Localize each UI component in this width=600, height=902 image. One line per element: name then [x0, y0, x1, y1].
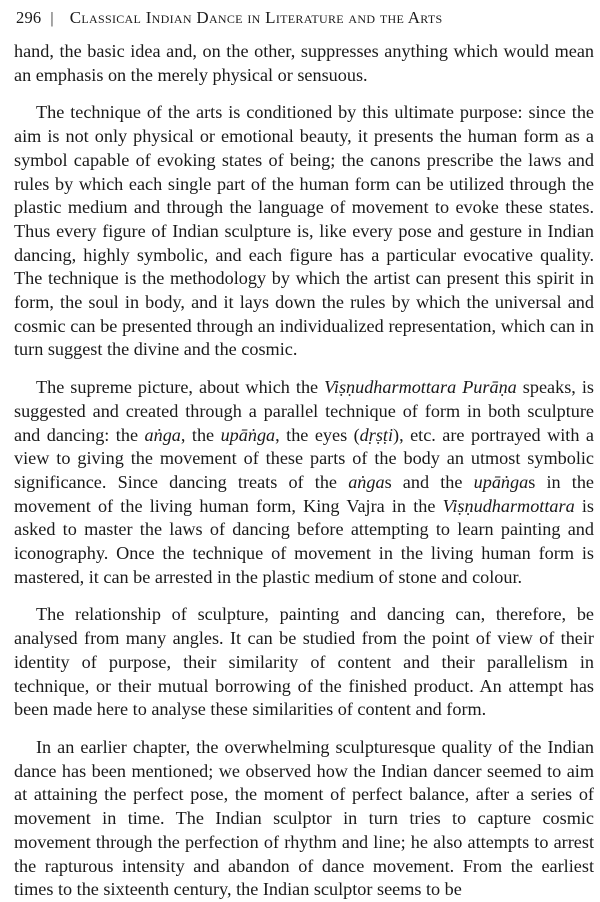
- text-run: s and the: [384, 471, 474, 492]
- italic-term: Viṣṇudharmottara: [442, 495, 575, 516]
- body-text: [14, 40, 594, 902]
- paragraph-relationship: The relationship of sculpture, painting and dancing can, therefore, be analysed from many angles. It can be studied from the point of view of their identity of purpose, their similarity of content and their parallelism in technique, or their mutual borrowing of the finished product. An attempt has been made here to analyse these similarities of content and form.: [14, 604, 594, 720]
- text-run: The supreme picture, about which the: [36, 377, 325, 398]
- text-run: speaks, is suggested and created through a parallel technique of form in both sculpture and dancing: the: [14, 377, 594, 445]
- paragraph-continued: hand, the basic idea and, on the other, suppresses anything which would mean an emphasis on the merely physical or sensuous.: [14, 41, 594, 85]
- running-title: Classical Indian Dance in Literature and the Arts: [69, 8, 443, 27]
- italic-term: aṅga: [144, 424, 181, 445]
- italic-term: Viṣṇudharmottara Purāṇa: [324, 377, 517, 398]
- paragraph-earlier-chapter: In an earlier chapter, the overwhelming sculpturesque quality of the Indian dance has been mentioned; we observed how the Indian dancer seemed to aim at attaining the perfect pose, the moment of perfect balance, after a series of movement in time. The Indian sculptor in turn tries to capture cosmic movement through the perfection of rhythm and line; he also attempts to arrest the rapturous intensity and abandon of dance movement. From the earliest times to the sixteenth century, the Indian sculptor seems to be: [14, 736, 594, 900]
- text-run: s in the movement of the living human form, King Vajra in the: [14, 471, 594, 516]
- italic-term: dṛṣṭi: [359, 424, 394, 445]
- italic-term: upāṅga: [220, 424, 276, 445]
- text-run: ), etc. are portrayed with a view to giving the movement of these parts of the body an utmost symbolic significance. Since dancing treats of the: [14, 424, 594, 492]
- text-run: , the eyes (: [275, 424, 360, 445]
- italic-term: upāṅga: [473, 471, 529, 492]
- running-header: [16, 8, 590, 30]
- header-divider: |: [50, 10, 54, 27]
- paragraph-supreme-picture: [14, 376, 594, 589]
- text-run: , the: [180, 424, 221, 445]
- text-run: is asked to master the laws of dancing before attempting to learn painting and iconography. Once the technique of movement in the living human form is mastered, it can be arrested in the plastic medium of stone and colour.: [14, 495, 594, 587]
- italic-term: aṅga: [348, 471, 385, 492]
- paragraph-technique-of-arts: The technique of the arts is conditioned by this ultimate purpose: since the aim is not only physical or emotional beauty, it presents the human form as a symbol capable of evoking states of being; the canons prescribe the laws and rules by which each single part of the human form can be utilized through the plastic medium and through the language of movement to evoke these states. Thus every figure of Indian sculpture is, like every pose and gesture in Indian dancing, highly symbolic, and each figure has a particular evocative quality. The technique is the methodology by which the artist can present this spirit in form, the soul in body, and it lays down the rules by which the universal and cosmic can be presented through an individualized representation, which can in turn suggest the divine and the cosmic.: [14, 102, 594, 360]
- page-number: 296: [16, 8, 42, 27]
